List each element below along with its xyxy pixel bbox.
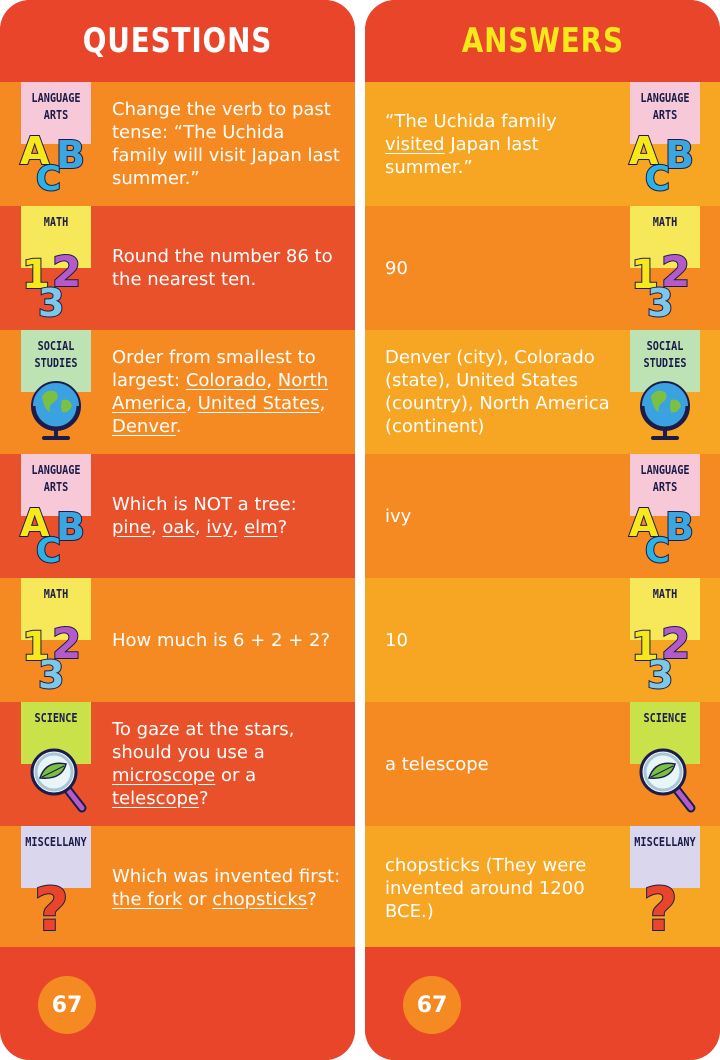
- category-badge: [627, 702, 703, 810]
- svg-text:3: 3: [647, 653, 674, 690]
- category-badge: [18, 330, 94, 438]
- svg-text:A: A: [20, 501, 50, 545]
- category-label: MATH: [652, 587, 678, 601]
- questions-card: [0, 0, 355, 1060]
- question-row: [0, 454, 355, 578]
- answers-header: [365, 0, 720, 82]
- category-badge: [627, 330, 703, 438]
- category-badge: [18, 826, 94, 938]
- svg-text:2: 2: [661, 247, 691, 296]
- answer-text: chopsticks (They were invented around 1200 BCE.): [385, 854, 587, 922]
- svg-text:A: A: [20, 129, 50, 173]
- category-label: SCIENCE: [643, 711, 687, 725]
- svg-text:A: A: [629, 501, 659, 545]
- answer-row: [365, 578, 720, 702]
- svg-text:3: 3: [38, 653, 65, 690]
- category-label: LANGUAGE ARTS: [31, 463, 81, 494]
- svg-text:2: 2: [661, 619, 691, 668]
- question-text: Change the verb to past tense: “The Uchida family will visit Japan last summer.”: [112, 99, 340, 189]
- answer-row: [365, 826, 720, 950]
- question-row: [0, 82, 355, 206]
- category-label: LANGUAGE ARTS: [31, 91, 81, 122]
- category-label: SOCIAL STUDIES: [643, 339, 687, 370]
- category-badge: [18, 206, 94, 318]
- category-label: MATH: [43, 587, 69, 601]
- category-badge: [18, 82, 94, 194]
- category-label: MISCELLANY: [634, 835, 696, 849]
- svg-text:B: B: [665, 133, 694, 177]
- svg-text:C: C: [645, 531, 670, 566]
- svg-text:B: B: [56, 133, 85, 177]
- answer-row: [365, 82, 720, 206]
- answer-text: a telescope: [385, 753, 489, 775]
- answers-card: [365, 0, 720, 1060]
- svg-text:C: C: [36, 159, 61, 194]
- answer-row: [365, 454, 720, 578]
- answer-text: Denver (city), Colorado (state), United States (country), North America (continent): [385, 347, 610, 437]
- svg-text:3: 3: [647, 281, 674, 318]
- category-badge: [627, 826, 703, 938]
- category-badge: [18, 702, 94, 810]
- page-number: 67: [38, 976, 96, 1034]
- question-row: [0, 206, 355, 330]
- svg-text:?: ?: [643, 875, 678, 938]
- svg-text:2: 2: [52, 619, 82, 668]
- category-badge: [18, 454, 94, 566]
- question-text: Round the number 86 to the nearest ten.: [112, 246, 333, 290]
- svg-text:1: 1: [22, 252, 50, 298]
- svg-text:C: C: [645, 159, 670, 194]
- category-label: MATH: [652, 215, 678, 229]
- answer-text: 90: [385, 257, 408, 279]
- svg-text:C: C: [36, 531, 61, 566]
- category-label: LANGUAGE ARTS: [640, 463, 690, 494]
- page-number: 67: [403, 976, 461, 1034]
- answers-title: ANSWERS: [461, 21, 624, 61]
- question-text: To gaze at the stars, should you use a microscope or a telescope?: [112, 719, 295, 809]
- question-text: Which is NOT a tree: pine, oak, ivy, elm?: [112, 494, 297, 538]
- answer-row: [365, 702, 720, 826]
- answers-footer: [365, 947, 720, 1060]
- svg-text:1: 1: [631, 624, 659, 670]
- category-badge: [627, 206, 703, 318]
- svg-text:B: B: [665, 505, 694, 549]
- category-label: SCIENCE: [34, 711, 78, 725]
- answer-text: 10: [385, 629, 408, 651]
- svg-text:3: 3: [38, 281, 65, 318]
- answer-text: “The Uchida family visited Japan last summer.”: [385, 110, 557, 178]
- svg-text:1: 1: [631, 252, 659, 298]
- answer-text: ivy: [385, 505, 412, 527]
- category-badge: [627, 454, 703, 566]
- svg-text:B: B: [56, 505, 85, 549]
- question-text: How much is 6 + 2 + 2?: [112, 629, 331, 651]
- question-text: Which was invented first: the fork or chopsticks?: [112, 866, 341, 910]
- category-badge: [627, 82, 703, 194]
- questions-title: QUESTIONS: [82, 21, 273, 61]
- question-row: [0, 578, 355, 702]
- category-label: SOCIAL STUDIES: [34, 339, 78, 370]
- answer-row: [365, 330, 720, 454]
- category-badge: [18, 578, 94, 690]
- svg-text:1: 1: [22, 624, 50, 670]
- category-label: MISCELLANY: [25, 835, 87, 849]
- answer-row: [365, 206, 720, 330]
- question-text: Order from smallest to largest: Colorado, North America, United States, Denver.: [112, 347, 329, 437]
- question-row: [0, 330, 355, 454]
- questions-footer: [0, 947, 355, 1060]
- svg-text:2: 2: [52, 247, 82, 296]
- svg-text:?: ?: [34, 875, 69, 938]
- category-label: MATH: [43, 215, 69, 229]
- category-badge: [627, 578, 703, 690]
- question-row: [0, 826, 355, 950]
- svg-text:A: A: [629, 129, 659, 173]
- question-row: [0, 702, 355, 826]
- category-label: LANGUAGE ARTS: [640, 91, 690, 122]
- questions-header: [0, 0, 355, 82]
